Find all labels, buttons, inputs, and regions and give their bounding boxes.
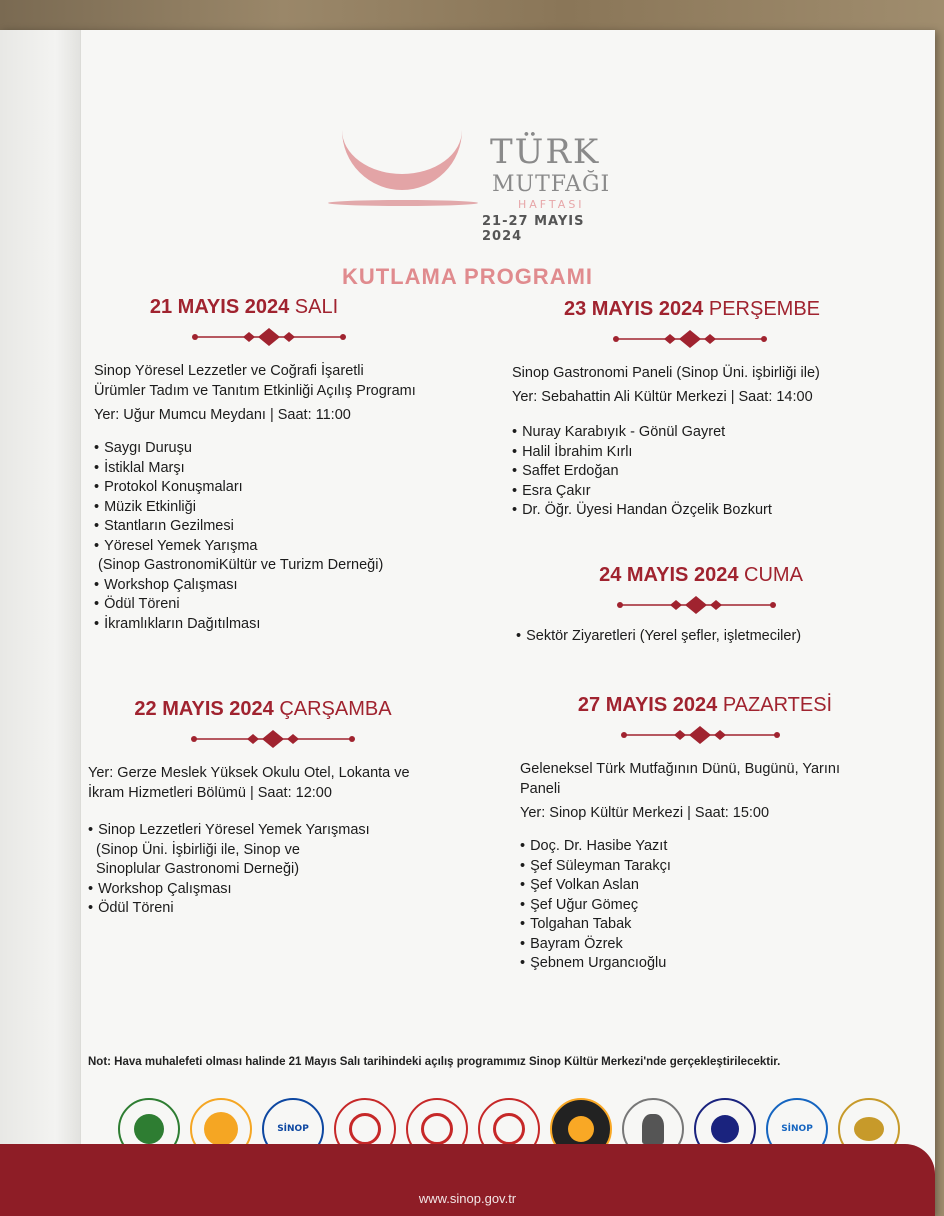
turk-mutfagi-logo <box>322 112 622 244</box>
list-item: • Sektör Ziyaretleri (Yerel şefler, işletmeciler) <box>516 627 916 647</box>
footer-band <box>0 1144 935 1216</box>
list-item: • Workshop Çalışması <box>88 880 498 900</box>
section-heading <box>88 698 438 721</box>
list-item: • Dr. Öğr. Üyesi Handan Özçelik Bozkurt <box>512 501 912 521</box>
logo-dates: 21-27 MAYIS 2024 <box>482 214 585 244</box>
section-date: 21 MAYIS 2024 <box>149 296 290 318</box>
list-item-sub: (Sinop GastronomiKültür ve Turizm Derneği) <box>98 557 384 573</box>
section-description <box>520 759 920 799</box>
ornament-divider-icon <box>188 729 358 749</box>
list-item-sub: Sinoplular Gastronomi Derneği) <box>96 861 300 877</box>
list-item: • Protokol Konuşmaları <box>94 478 494 498</box>
description-line-2: Paneli <box>520 781 561 797</box>
section-date: 23 MAYIS 2024 <box>563 298 704 320</box>
list-item-sub: (Sinop Üni. İşbirliği ile, Sinop ve <box>96 841 300 858</box>
list-item: • Halil İbrahim Kırlı <box>512 443 912 463</box>
list-item: • Saffet Erdoğan <box>512 462 912 482</box>
speaker-list <box>520 837 920 974</box>
location-line-2: İkram Hizmetleri Bölümü | Saat: 12:00 <box>88 785 332 801</box>
section-day: PAZARTESİ <box>722 694 833 716</box>
section-date: 22 MAYIS 2024 <box>134 698 274 720</box>
list-item: • Şef Volkan Aslan <box>520 876 920 896</box>
list-item: • Şebnem Urgancıoğlu <box>520 954 920 974</box>
section-date: 24 MAYIS 2024 <box>599 564 739 586</box>
list-item: • Yöresel Yemek Yarışma <box>94 537 494 557</box>
section-description <box>94 361 494 401</box>
list-item: • Şef Uğur Gömeç <box>520 896 920 916</box>
section-location: Yer: Uğur Mumcu Meydanı | Saat: 11:00 <box>94 407 351 423</box>
bowl-base-icon <box>328 200 478 206</box>
ornament-divider-icon <box>189 327 349 347</box>
list-item: • İstiklal Marşı <box>94 459 494 479</box>
list-item: • Stantların Gezilmesi <box>94 517 494 537</box>
speaker-list <box>512 423 912 521</box>
brochure-fold <box>0 30 81 1216</box>
logo-line-3: HAFTASI <box>518 198 585 211</box>
list-item: • Müzik Etkinliği <box>94 498 494 518</box>
ornament-divider-icon <box>614 595 779 615</box>
sinop-universitesi-logo-icon: SİNOP <box>262 1098 324 1160</box>
activity-list <box>88 821 498 919</box>
location-line-1: Yer: Gerze Meslek Yüksek Okulu Otel, Lokanta ve <box>88 765 410 781</box>
bowl-icon <box>342 124 462 190</box>
program-title: KUTLAMA PROGRAMI <box>341 264 594 289</box>
weather-note: Not: Hava muhalefeti olması halinde 21 Mayıs Salı tarihindeki açılış programımız Sinop Kültür Merkezi'nde gerçekleştirilecektir. <box>88 1056 781 1068</box>
list-item: • Tolgahan Tabak <box>520 915 920 935</box>
section-location: Yer: Sinop Kültür Merkezi | Saat: 15:00 <box>520 805 770 821</box>
section-heading <box>520 694 890 717</box>
section-24-mayis <box>516 564 916 647</box>
list-item: • Bayram Özrek <box>520 935 920 955</box>
logo-line-1: TÜRK <box>490 132 601 172</box>
description-line-2: Ürümler Tadım ve Tanıtım Etkinliği Açılış Programı <box>94 383 416 399</box>
section-22-mayis <box>88 698 498 919</box>
list-item: • Ödül Töreni <box>88 899 498 919</box>
section-day: SALI <box>294 296 339 318</box>
list-item: • Sinop Lezzetleri Yöresel Yemek Yarışması <box>88 821 498 841</box>
list-item: • Doç. Dr. Hasibe Yazıt <box>520 837 920 857</box>
activity-list <box>94 439 494 634</box>
section-day: CUMA <box>744 564 803 586</box>
footer-website-link[interactable]: www.sinop.gov.tr <box>418 1191 517 1206</box>
section-date: 27 MAYIS 2024 <box>577 694 718 716</box>
list-item: • Esra Çakır <box>512 482 912 502</box>
section-23-mayis <box>512 298 912 521</box>
list-item: • Şef Süleyman Tarakçı <box>520 857 920 877</box>
section-location: Yer: Sebahattin Ali Kültür Merkezi | Saat: 14:00 <box>512 389 813 405</box>
ornament-divider-icon <box>610 329 770 349</box>
section-location <box>88 763 498 803</box>
list-item: • Workshop Çalışması <box>94 576 494 596</box>
description-line-1: Geleneksel Türk Mutfağının Dünü, Bugünü, Yarını <box>520 761 840 777</box>
section-description: Sinop Gastronomi Paneli (Sinop Üni. işbirliği ile) <box>512 365 820 381</box>
list-item: • Ödül Töreni <box>94 595 494 615</box>
list-item: • Nuray Karabıyık - Gönül Gayret <box>512 423 912 443</box>
section-day: ÇARŞAMBA <box>279 698 392 720</box>
section-heading <box>516 564 886 587</box>
ornament-divider-icon <box>618 725 783 745</box>
section-heading <box>94 296 394 319</box>
brochure-page <box>0 30 935 1216</box>
section-27-mayis <box>520 694 920 974</box>
section-21-mayis <box>94 296 494 634</box>
list-item: • İkramlıkların Dağıtılması <box>94 615 494 635</box>
section-day: PERŞEMBE <box>708 298 821 320</box>
sinop-gastro-logo-icon: SİNOP <box>766 1098 828 1160</box>
section-heading <box>522 298 862 321</box>
logo-line-2: MUTFAĞI <box>492 172 611 197</box>
description-line-1: Sinop Yöresel Lezzetler ve Coğrafi İşaretli <box>94 363 364 379</box>
activity-list <box>516 627 916 647</box>
list-item: • Saygı Duruşu <box>94 439 494 459</box>
